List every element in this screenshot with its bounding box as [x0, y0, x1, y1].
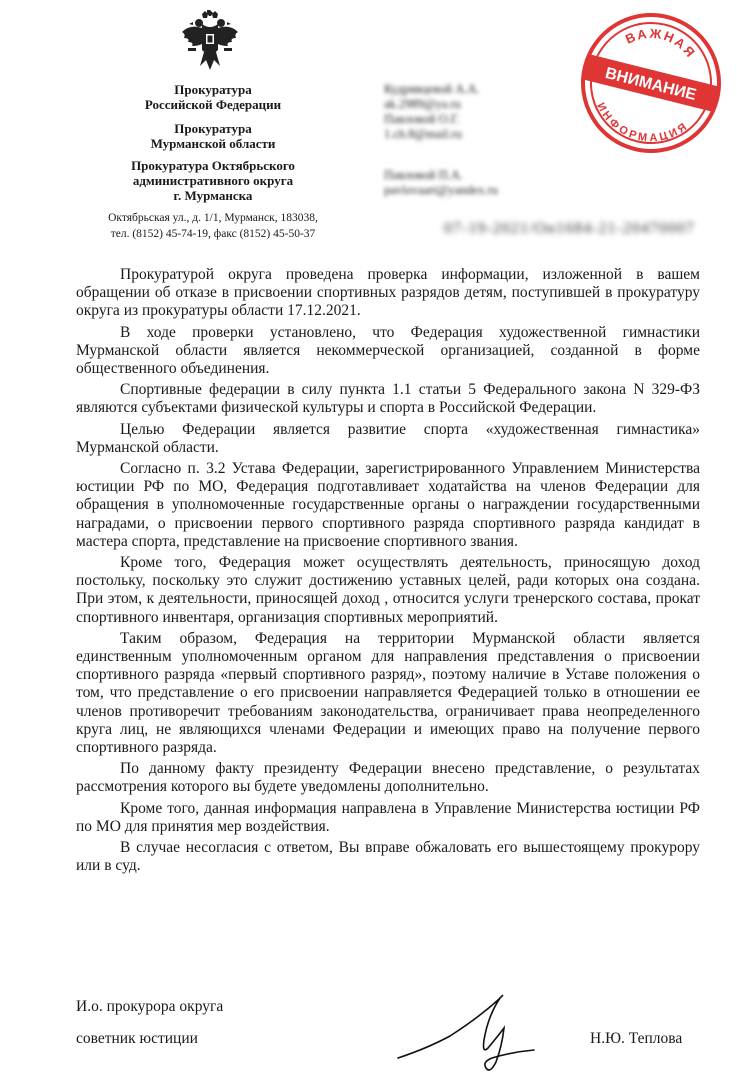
- body-paragraph: Таким образом, Федерация на территории Мурманской области является единственным уполномоченным органом для направления представления о присвоении спортивного разряда «первый спортивного разряд», поэтому наличие в Уставе положения о том, что представление о его присвоении направляется Федерацией только в отношении ее членов противоречит требованиям законодательства, ограничивает права неопределенного круга лиц, не являющихся членами Федерации и имеющих право на получение первого спортивного разряда.: [76, 629, 700, 757]
- signatory-role: И.о. прокурора округа: [76, 998, 224, 1015]
- registration-number: 07-19-2021/Он1684-21-20470007: [444, 220, 695, 237]
- org-line: Российской Федерации: [144, 97, 282, 112]
- recipient-line: Кудрявцевой А.А.: [384, 82, 480, 96]
- stamp-top-text: ВАЖНАЯ: [623, 25, 700, 62]
- address-line: тел. (8152) 45-74-19, факс (8152) 45-50-37: [110, 228, 316, 240]
- signatory-name: Н.Ю. Теплова: [590, 1030, 683, 1047]
- body-paragraph: Целью Федерации является развитие спорта «художественная гимнастика» Мурманской области.: [76, 420, 700, 456]
- org-name-district: [88, 158, 338, 203]
- org-line: Прокуратура: [174, 121, 252, 136]
- body-paragraph: Спортивные федерации в силу пункта 1.1 статьи 5 Федерального закона N 329-ФЗ являются субъектами физической культуры и спорта в Российской Федерации.: [76, 381, 700, 417]
- letter-body: [76, 266, 700, 879]
- important-info-stamp: [578, 10, 724, 156]
- recipient-block-2: [384, 168, 584, 198]
- recipient-line: pavlovaart@yandex.ru: [384, 183, 498, 197]
- org-name-murmansk-region: [88, 121, 338, 151]
- org-name-russia: [88, 82, 338, 112]
- org-line: Прокуратура Октябрьского: [131, 158, 295, 173]
- body-paragraph: В случае несогласия с ответом, Вы вправе обжаловать его вышестоящему прокурору или в суд.: [76, 839, 700, 875]
- body-paragraph: Кроме того, Федерация может осуществлять деятельность, приносящую доход постольку, поскольку это служит достижению уставных целей, ради которых она создана. При этом, к деятельности, приносящей доход , относится услуги тренерского состава, прокат спортивного инвентаря, организация спортивных мероприятий.: [76, 554, 700, 626]
- recipient-line: 1.ch.8@mail.ru: [384, 127, 462, 141]
- org-line: г. Мурманска: [173, 188, 253, 203]
- body-paragraph: Прокуратурой округа проведена проверка информации, изложенной в вашем обращении об отказе в присвоении спортивных разрядов детям, поступившей в прокуратуру округа из прокуратуры области 17.12.2021.: [76, 266, 700, 320]
- body-paragraph: Кроме того, данная информация направлена в Управление Министерства юстиции РФ по МО для принятия мер воздействия.: [76, 799, 700, 835]
- signatory-rank: советник юстиции: [76, 1030, 198, 1047]
- body-paragraph: В ходе проверки установлено, что Федерация художественной гимнастики Мурманской области является некоммерческой организацией, созданной в форме общественного объединения.: [76, 323, 700, 378]
- recipient-line: Павловой П.А.: [384, 168, 463, 182]
- stamp-center-text: ВНИМАНИЕ: [603, 64, 698, 104]
- address-line: Октябрьская ул., д. 1/1, Мурманск, 183038,: [108, 212, 318, 224]
- stamp-bottom-text: ИНФОРМАЦИЯ: [594, 100, 691, 145]
- body-paragraph: Согласно п. 3.2 Устава Федерации, зарегистрированного Управлением Министерства юстиции РФ по МО, Федерация подготавливает ходатайства на членов Федерации для обращения в уполномоченные государственные органы о награждении государственными наградами, о присвоении первого спортивного разряда спортивного разряда кандидат в мастера спорта, представление на присвоение спортивного звания.: [76, 460, 700, 550]
- org-line: Мурманской области: [150, 136, 276, 151]
- handwritten-signature: [388, 988, 538, 1080]
- recipient-block-1: [384, 82, 584, 142]
- recipient-line: Павловой О.Г.: [384, 112, 460, 126]
- recipient-line: ak.2989@ya.ru: [384, 97, 461, 111]
- emblem-icon: [180, 10, 240, 72]
- org-line: Прокуратура: [174, 82, 252, 97]
- org-address: [80, 210, 346, 242]
- org-line: административного округа: [132, 173, 294, 188]
- body-paragraph: По данному факту президенту Федерации внесено представление, о результатах рассмотрения которого вы будете уведомлены дополнительно.: [76, 760, 700, 796]
